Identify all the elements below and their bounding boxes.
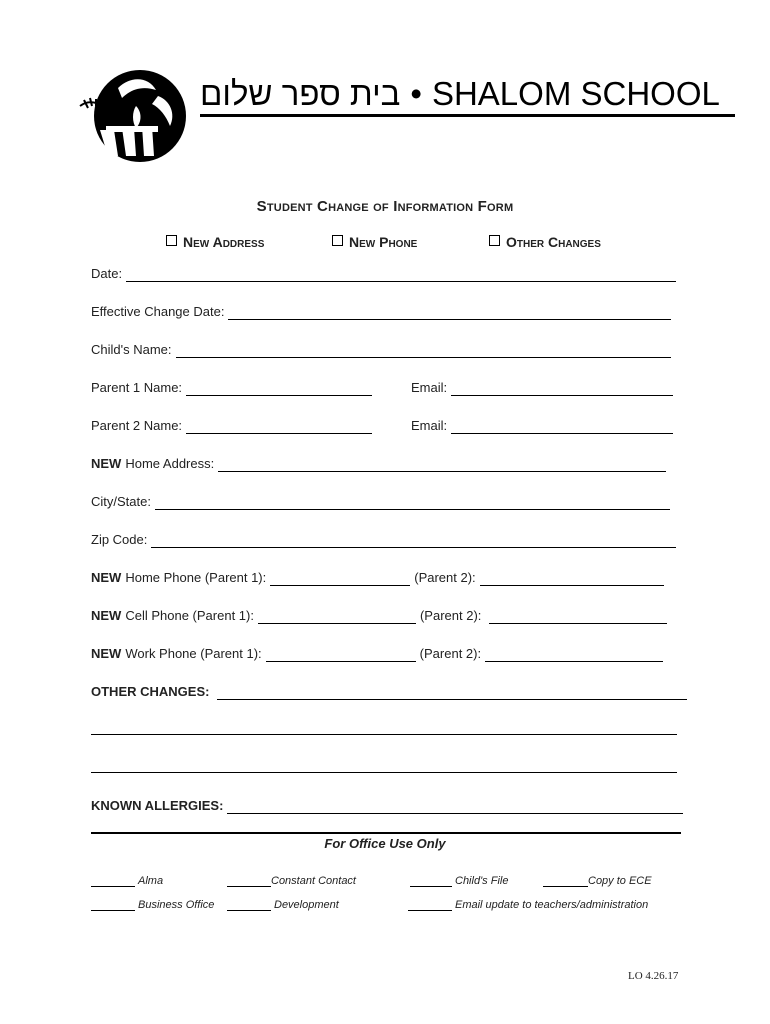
office-rule [91,832,681,834]
cell-phone-p2-label: (Parent 2): [419,608,482,623]
checkbox-new-address[interactable] [166,234,264,250]
office-blank[interactable] [91,898,135,911]
office-item-childs-file[interactable] [410,874,508,887]
checkbox-label: New Phone [349,234,418,250]
parent1-name-row [91,378,372,396]
zip-code-row [91,530,676,548]
work-phone-p1-label: Work Phone (Parent 1): [125,646,262,661]
home-phone-p1-field[interactable] [270,571,410,586]
date-field[interactable] [126,267,676,282]
checkbox-other-changes[interactable] [489,234,601,250]
home-phone-row [91,568,664,586]
home-phone-p1-label: Home Phone (Parent 1): [125,570,267,585]
new-prefix: NEW [91,646,122,661]
checkbox-box[interactable] [489,235,500,246]
childs-name-label: Child's Name: [91,342,172,357]
parent1-name-label: Parent 1 Name: [91,380,183,395]
other-changes-line-2[interactable] [91,734,677,735]
childs-name-field[interactable] [176,343,671,358]
known-allergies-label: KNOWN ALLERGIES: [91,798,224,813]
childs-name-row [91,340,671,358]
office-blank[interactable] [408,898,452,911]
work-phone-p2-label: (Parent 2): [419,646,482,661]
office-label: Development [274,899,339,911]
checkbox-box[interactable] [166,235,177,246]
other-changes-line-3[interactable] [91,772,677,773]
date-label: Date: [91,266,123,281]
office-blank[interactable] [227,874,271,887]
office-blank[interactable] [410,874,452,887]
office-blank[interactable] [91,874,135,887]
office-label: Business Office [138,899,215,911]
school-title [200,76,740,116]
checkbox-box[interactable] [332,235,343,246]
parent1-name-field[interactable] [186,381,372,396]
office-blank[interactable] [227,898,271,911]
city-state-field[interactable] [155,495,670,510]
other-changes-label: OTHER CHANGES: [91,684,210,699]
office-item-business-office[interactable] [91,898,214,911]
parent2-name-row [91,416,372,434]
other-changes-row [91,682,687,700]
office-label: Constant Contact [271,875,356,887]
office-item-alma[interactable] [91,874,163,887]
office-item-email-update[interactable] [408,898,648,911]
zip-code-field[interactable] [151,533,676,548]
checkbox-new-phone[interactable] [332,234,417,250]
title-bullet: • [410,75,422,112]
cell-phone-p1-field[interactable] [258,609,416,624]
parent1-email-row [411,378,673,396]
parent2-email-label: Email: [411,418,448,433]
cell-phone-p1-label: Cell Phone (Parent 1): [125,608,254,623]
parent2-email-field[interactable] [451,419,673,434]
home-phone-p2-label: (Parent 2): [414,570,476,585]
parent2-email-row [411,416,673,434]
checkbox-label: New Address [183,234,265,250]
new-prefix: NEW [91,570,122,585]
city-state-row [91,492,670,510]
checkbox-label: Other Changes [506,234,601,250]
school-name: SHALOM SCHOOL [431,75,720,112]
school-logo [78,66,190,166]
office-blank[interactable] [543,874,588,887]
office-label: Copy to ECE [588,875,652,887]
work-phone-p2-field[interactable] [485,647,663,662]
effective-change-date-row [91,302,671,320]
parent1-email-field[interactable] [451,381,673,396]
title-rule [200,114,735,117]
zip-code-label: Zip Code: [91,532,148,547]
office-label: Child's File [455,875,509,887]
office-use-title: For Office Use Only [324,836,446,851]
cell-phone-row [91,606,667,624]
office-item-development[interactable] [227,898,339,911]
work-phone-row [91,644,663,662]
new-prefix: NEW [91,608,122,623]
office-item-copy-to-ece[interactable] [543,874,652,887]
home-address-label: Home Address: [125,456,215,471]
known-allergies-row [91,796,683,814]
form-title: Student Change of Information Form [256,198,514,215]
office-label: Alma [138,875,164,887]
parent2-name-field[interactable] [186,419,372,434]
office-item-constant-contact[interactable] [227,874,356,887]
cell-phone-p2-field[interactable] [489,609,667,624]
other-changes-field[interactable] [217,685,687,700]
new-prefix: NEW [91,456,122,471]
city-state-label: City/State: [91,494,151,509]
home-address-field[interactable] [218,457,666,472]
home-address-row [91,454,666,472]
work-phone-p1-field[interactable] [266,647,416,662]
office-label: Email update to teachers/administration [455,899,649,911]
home-phone-p2-field[interactable] [480,571,664,586]
parent2-name-label: Parent 2 Name: [91,418,183,433]
effective-change-date-label: Effective Change Date: [91,304,225,319]
parent1-email-label: Email: [411,380,448,395]
date-row [91,264,676,282]
hebrew-school-name: בית ספר שלום [200,75,401,112]
form-revision-code: LO 4.26.17 [628,970,679,982]
effective-change-date-field[interactable] [228,305,671,320]
known-allergies-field[interactable] [227,799,683,814]
